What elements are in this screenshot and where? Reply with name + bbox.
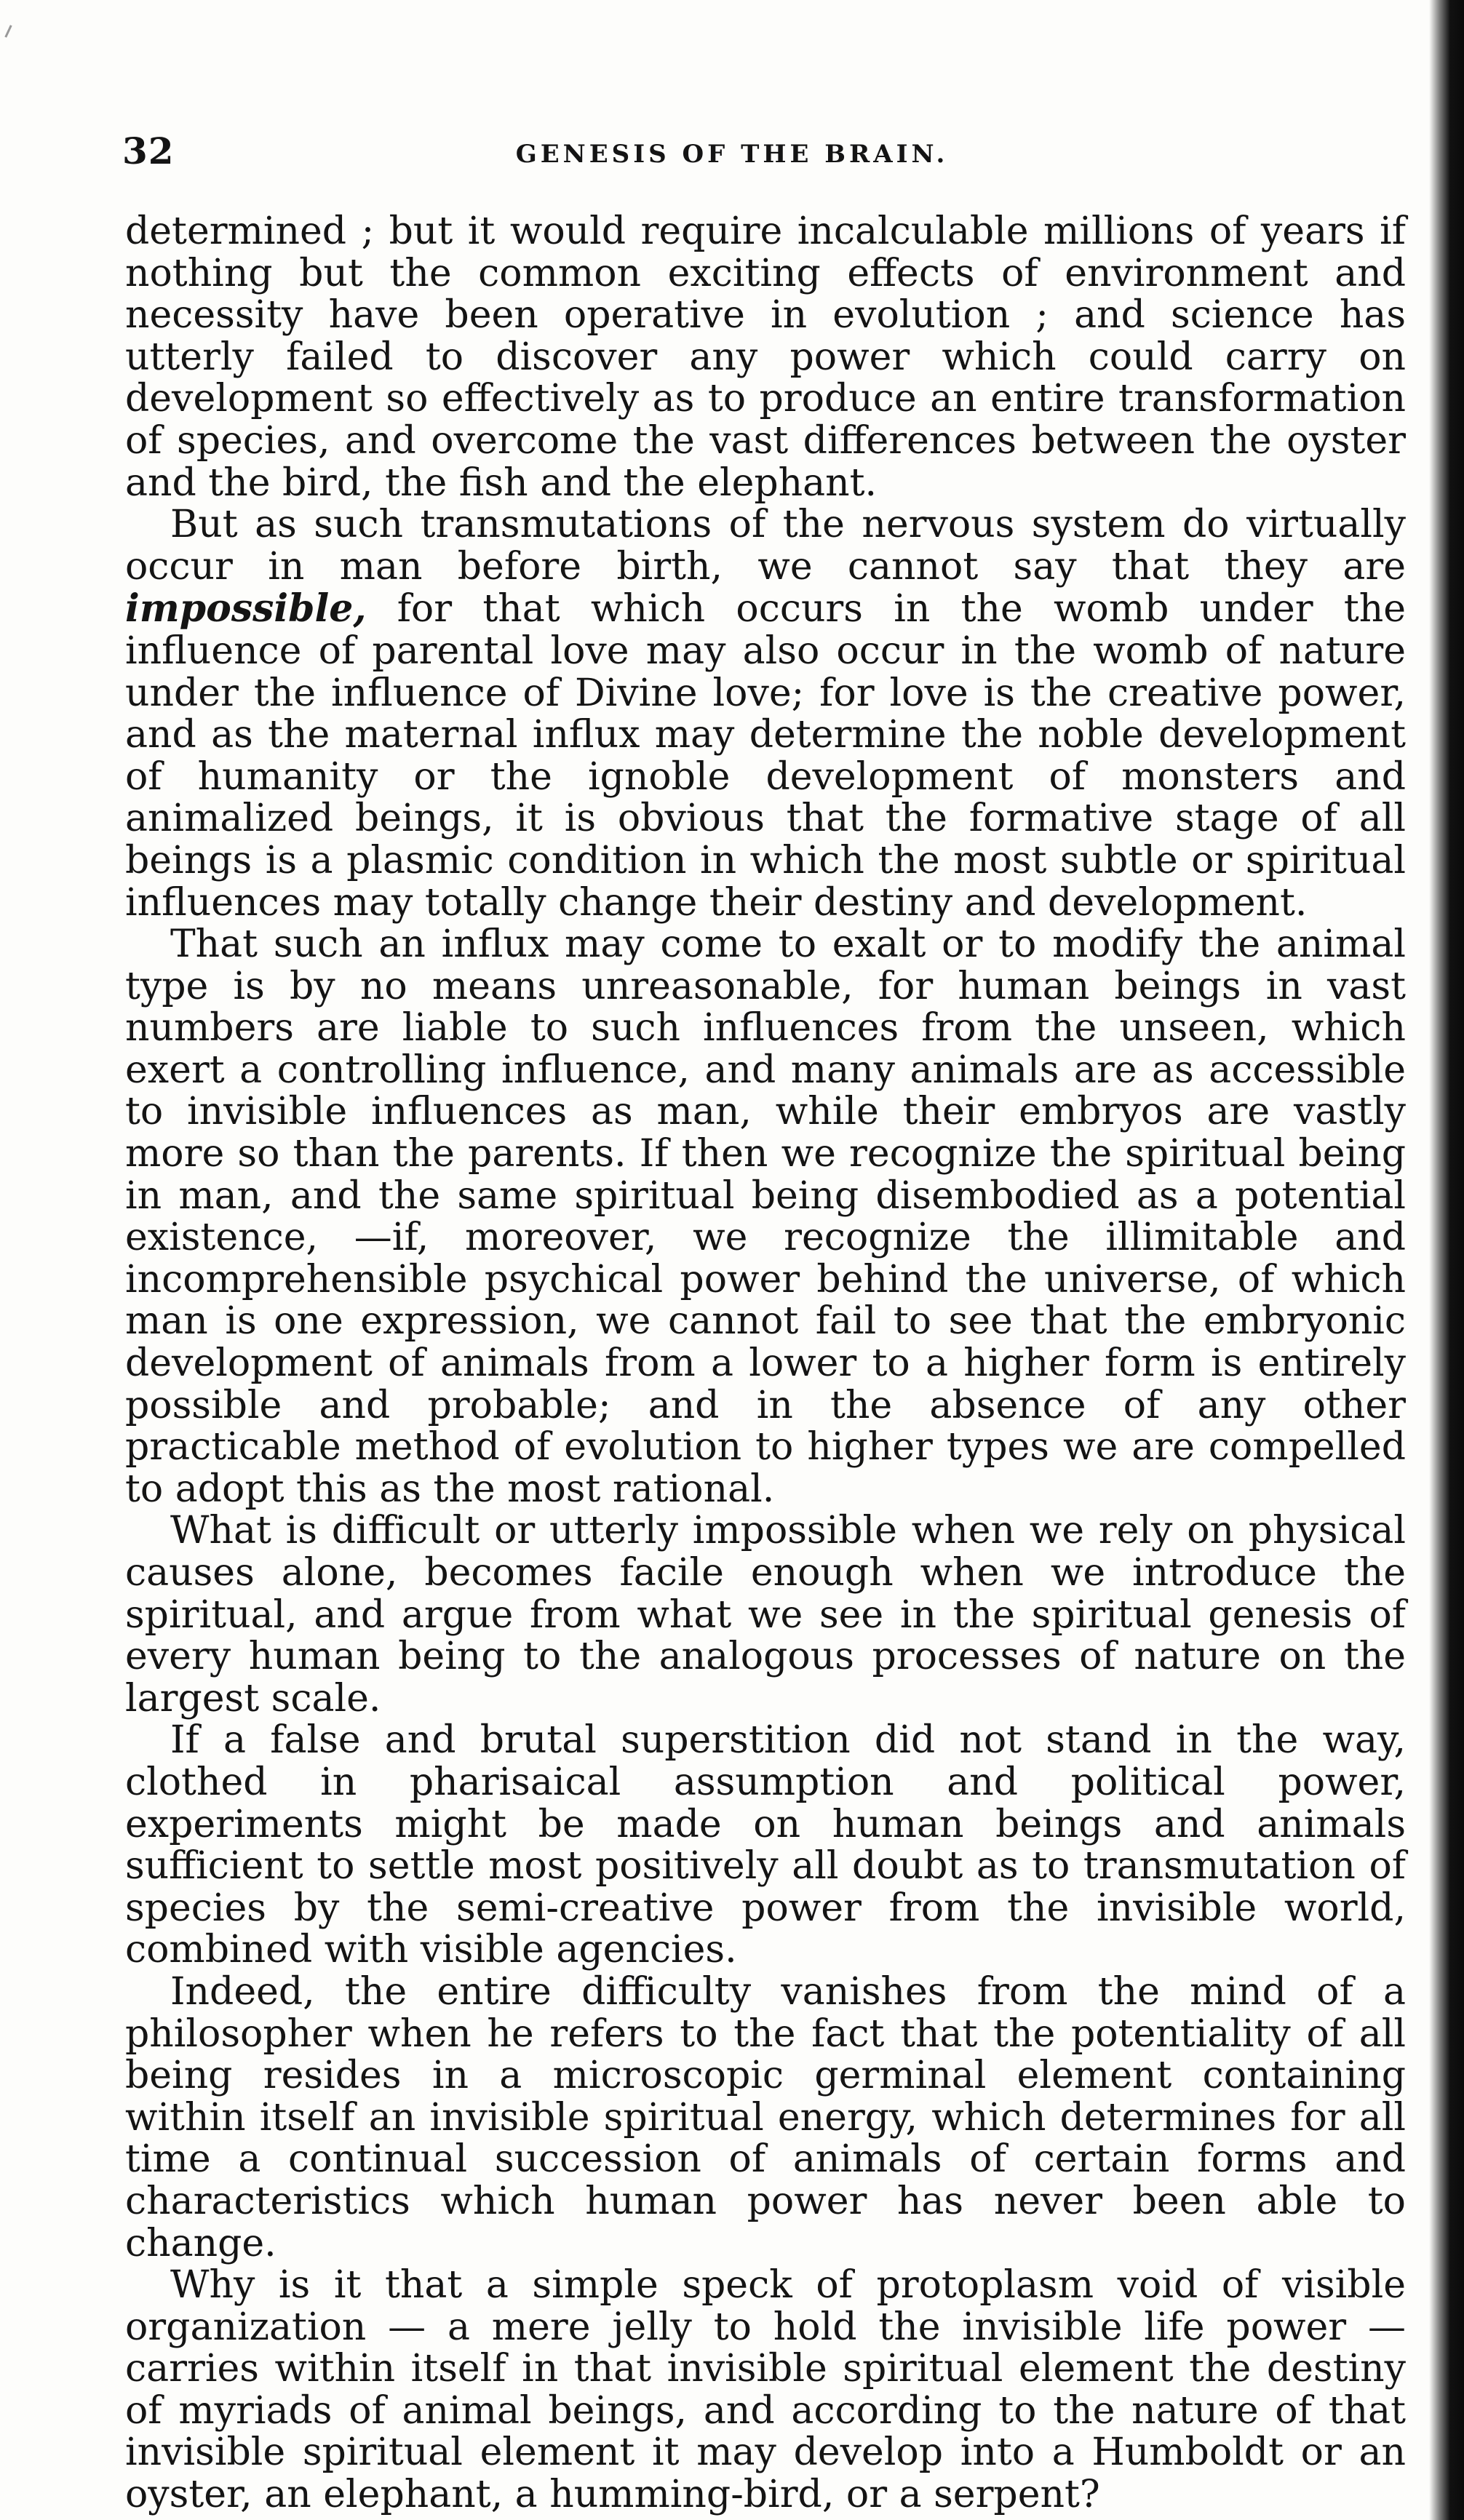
paragraph-text: Why is it that a simple speck of protoplasm void of visible organization — a mere jelly to hold the invisible life power — carries within itself in that invisible spiritual element the destiny of myriads of animal beings, and according to the nature of that invisible spiritual element it may develop into a Humboldt or an oyster, an elephant, a humming-bird, or a serpent?	[125, 2263, 1406, 2517]
paragraph	[125, 2265, 1406, 2516]
paragraph	[125, 211, 1406, 504]
paragraph	[125, 1971, 1406, 2265]
paragraph-text: for that which occurs in the womb under the influence of parental love may also occur in the womb of nature under the influence of Divine love; for love is the creative power, and as the maternal influx may determine the noble development of humanity or the ignoble development of monsters and animalized beings, it is obvious that the formative stage of all beings is a plasmic condition in which the most subtle or spiritual influences may totally change their destiny and development.	[125, 587, 1406, 925]
paragraph-text: If a false and brutal superstition did not stand in the way, clothed in pharisaical assumption and political power, experiments might be made on human beings and animals sufficient to settle most positively all doubt as to transmutation of species by the semi-creative power from the invisible world, combined with visible agencies.	[125, 1718, 1406, 1972]
paragraph	[125, 504, 1406, 924]
page-binding-shadow	[1429, 0, 1464, 2520]
paragraph-text: What is difficult or utterly impossible when we rely on physical causes alone, becomes facile enough when we introduce the spiritual, and argue from what we see in the spiritual genesis of every human being to the analogous processes of nature on the largest scale.	[125, 1509, 1406, 1720]
scan-artifact	[4, 25, 12, 38]
paragraph-text: determined ; but it would require incalculable millions of years if nothing but the common exciting effects of environment and necessity have been operative in evolution ; and science has utterly failed to discover any power which could carry on development so effectively as to produce an entire transformation of species, and overcome the vast differences between the oyster and the bird, the fish and the elephant.	[125, 210, 1406, 505]
paragraph	[125, 1510, 1406, 1720]
italic-emphasis: impossible,	[125, 586, 367, 631]
paragraph	[125, 924, 1406, 1510]
body-text	[125, 211, 1406, 2516]
paragraph	[125, 1720, 1406, 1971]
running-title: GENESIS OF THE BRAIN.	[515, 140, 949, 169]
paragraph-text: Indeed, the entire difficulty vanishes from the mind of a philosopher when he refers to the fact that the potentiality of all being resides in a microscopic germinal element containing within itself an invisible spiritual energy, which determines for all time a continual succession of animals of certain forms and characteristics which human power has never been able to change.	[125, 1969, 1406, 2265]
paragraph-text: But as such transmutations of the nervous system do virtually occur in man before birth, we cannot say that they are	[125, 503, 1406, 589]
paragraph-text: That such an influx may come to exalt or to modify the animal type is by no means unreasonable, for human beings in vast numbers are liable to such influences from the unseen, which exert a controlling influence, and many animals are as accessible to invisible influences as man, while their embryos are vastly more so than the parents. If then we recognize the spiritual being in man, and the same spiritual being disembodied as a potential existence, —if, moreover, we recognize the illimitable and incomprehensible psychical power behind the universe, of which man is one expression, we cannot fail to see that the embryonic development of animals from a lower to a higher form is entirely possible and probable; and in the absence of any other practicable method of evolution to higher types we are compelled to adopt this as the most rational.	[125, 922, 1406, 1511]
page-number: 32	[122, 129, 175, 172]
